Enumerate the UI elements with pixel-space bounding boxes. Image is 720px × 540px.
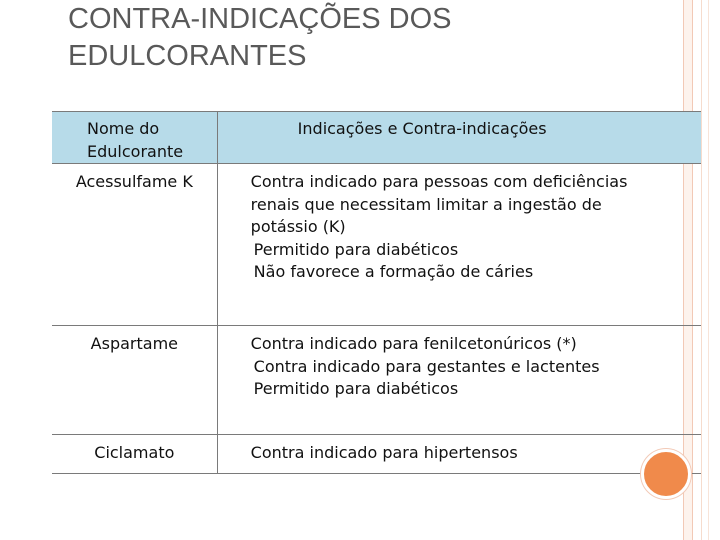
header-name [52, 112, 217, 163]
table-row [52, 435, 701, 474]
slide-title-line1: CONTRA-INDICAÇÕES DOS [68, 3, 452, 35]
right-border-line [708, 0, 709, 540]
sweetener-name: Ciclamato [94, 443, 175, 462]
indications-cell [217, 435, 701, 474]
indication-line: Não favorece a formação de cáries [253, 262, 534, 281]
decorative-circle-icon [641, 449, 691, 499]
indications-cell [217, 326, 701, 435]
indication-line: Contra indicado para hipertensos [250, 443, 518, 462]
sweeteners-table [52, 111, 701, 474]
slide-title-line2: EDULCORANTES [68, 40, 307, 72]
sweetener-name: Aspartame [90, 334, 178, 353]
table-row [52, 164, 701, 326]
header-name-line2: Edulcorante [87, 142, 184, 161]
sweetener-name-cell [52, 164, 217, 326]
sweetener-name-cell [52, 326, 217, 435]
table-header-row [52, 112, 701, 164]
header-name-cell [52, 112, 217, 164]
indications-cell [217, 164, 701, 326]
sweetener-name: Acessulfame K [75, 172, 193, 191]
header-indications-cell [217, 112, 701, 164]
indication-line: Contra indicado para pessoas com deficiências [250, 172, 628, 191]
right-border-line [701, 0, 702, 540]
indication-line: Contra indicado para fenilcetonúricos (*) [250, 334, 577, 353]
header-indications: Indicações e Contra-indicações [297, 119, 547, 138]
indication-line: potássio (K) [250, 217, 346, 236]
sweetener-name-cell [52, 435, 217, 474]
indication-line: Permitido para diabéticos [253, 379, 459, 398]
indication-line: renais que necessitam limitar a ingestão de [250, 194, 602, 214]
indication-line: Contra indicado para gestantes e lactentes [253, 356, 600, 376]
header-name-line1: Nome do [87, 119, 160, 138]
indication-line: Permitido para diabéticos [253, 239, 459, 259]
slide-title [68, 1, 668, 75]
table-row [52, 326, 701, 435]
